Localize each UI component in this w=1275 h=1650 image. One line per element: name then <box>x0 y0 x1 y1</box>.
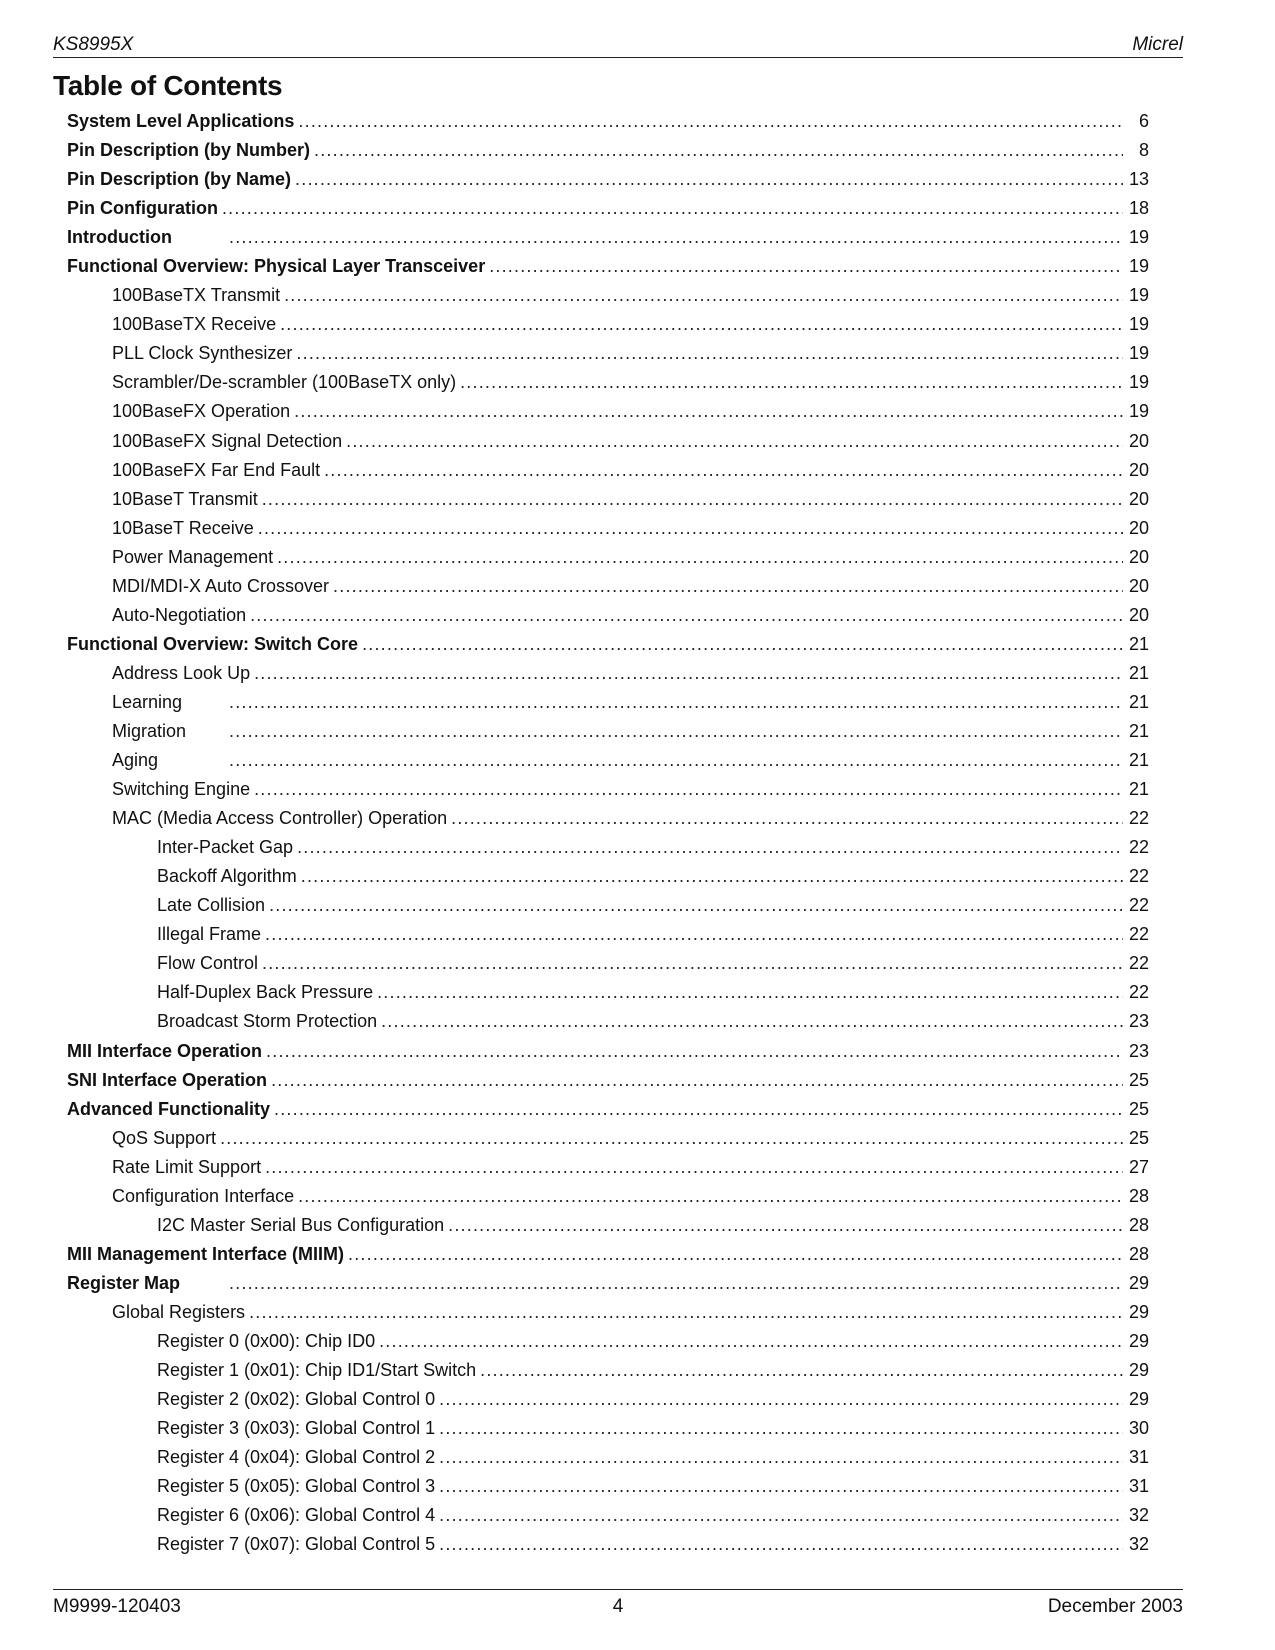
toc-entry-page: 29 <box>1128 1360 1149 1381</box>
toc-entry-page: 22 <box>1128 982 1149 1003</box>
toc-entry-page: 21 <box>1128 721 1149 741</box>
dot-leader <box>262 953 1123 974</box>
dot-leader <box>298 111 1123 132</box>
toc-entry-title: Register 6 (0x06): Global Control 4 <box>157 1505 436 1526</box>
toc-entry-title: Rate Limit Support <box>112 1156 262 1177</box>
toc-entry-title: Register 2 (0x02): Global Control 0 <box>157 1389 436 1410</box>
toc-entry-title: MII Management Interface (MIIM) <box>67 1243 345 1264</box>
toc-entry-page: 22 <box>1128 924 1149 945</box>
page-header <box>53 34 1183 58</box>
toc-entry-page: 25 <box>1128 1127 1149 1148</box>
toc-entry[interactable] <box>67 1501 1149 1530</box>
toc-entry-title: 100BaseFX Far End Fault <box>112 459 321 480</box>
toc-entry-page: 30 <box>1128 1418 1149 1439</box>
toc-entry-page: 21 <box>1128 750 1149 771</box>
toc-entry[interactable] <box>67 165 1149 194</box>
toc-entry-title: Functional Overview: Switch Core <box>67 633 359 654</box>
toc-entry-page: 23 <box>1128 1040 1149 1061</box>
table-of-contents <box>67 107 1149 1559</box>
toc-entry-title: Introduction <box>67 227 172 248</box>
toc-entry-page: 19 <box>1128 372 1149 393</box>
toc-entry-page: 20 <box>1128 546 1149 567</box>
toc-entry[interactable] <box>67 1182 1149 1211</box>
dot-leader <box>439 1418 1123 1439</box>
toc-entry-title: Register 7 (0x07): Global Control 5 <box>157 1534 436 1555</box>
toc-entry[interactable] <box>67 833 1149 862</box>
toc-entry-title: Inter-Packet Gap <box>157 837 294 858</box>
dot-leader <box>314 140 1123 161</box>
toc-entry[interactable] <box>67 862 1149 891</box>
toc-entry-title: Aging <box>112 750 159 771</box>
toc-entry[interactable] <box>67 1066 1149 1095</box>
toc-entry-title: 10BaseT Transmit <box>112 488 258 509</box>
dot-leader <box>324 460 1123 481</box>
dot-leader <box>271 1070 1123 1091</box>
toc-entry-page: 20 <box>1128 517 1149 538</box>
toc-entry-title: Switching Engine <box>112 779 251 800</box>
toc-entry[interactable] <box>67 310 1149 339</box>
toc-entry-page: 19 <box>1128 401 1149 422</box>
toc-entry-title: Configuration Interface <box>112 1185 295 1206</box>
toc-entry-page: 20 <box>1128 604 1149 625</box>
toc-entry[interactable] <box>67 717 1149 746</box>
toc-entry[interactable] <box>67 543 1149 572</box>
toc-entry-page: 29 <box>1128 1301 1149 1322</box>
toc-entry-page: 20 <box>1128 575 1149 596</box>
toc-entry[interactable] <box>67 572 1149 601</box>
toc-entry[interactable] <box>67 368 1149 397</box>
toc-entry[interactable] <box>67 659 1149 688</box>
toc-entry[interactable] <box>67 136 1149 165</box>
toc-entry-title: Backoff Algorithm <box>157 866 297 887</box>
toc-entry-page: 25 <box>1128 1069 1149 1090</box>
toc-entry-title: 100BaseFX Operation <box>112 401 291 422</box>
dot-leader <box>254 779 1123 800</box>
toc-entry-page: 20 <box>1128 459 1149 480</box>
toc-entry-page: 22 <box>1128 866 1149 887</box>
toc-entry-page: 19 <box>1128 285 1149 306</box>
toc-entry[interactable] <box>67 630 1149 659</box>
dot-leader <box>381 1011 1123 1032</box>
toc-entry-page: 25 <box>1128 1098 1149 1119</box>
dot-leader <box>280 314 1123 335</box>
toc-entry-page: 22 <box>1128 953 1149 974</box>
toc-entry-title: Register 5 (0x05): Global Control 3 <box>157 1476 436 1497</box>
toc-entry-title: Register 3 (0x03): Global Control 1 <box>157 1418 436 1439</box>
toc-entry-title: Global Registers <box>112 1301 246 1322</box>
toc-entry-title: Pin Description (by Name) <box>67 169 292 190</box>
toc-entry-page: 23 <box>1128 1011 1149 1032</box>
dot-leader <box>460 372 1123 393</box>
toc-entry[interactable] <box>67 1327 1149 1356</box>
toc-entry[interactable] <box>67 1443 1149 1472</box>
toc-entry-page: 22 <box>1128 895 1149 916</box>
toc-entry[interactable] <box>67 1211 1149 1240</box>
toc-entry-page: 32 <box>1128 1534 1149 1555</box>
dot-leader <box>254 663 1123 684</box>
dot-leader <box>250 605 1123 626</box>
toc-entry[interactable] <box>67 1124 1149 1153</box>
dot-leader <box>265 924 1123 945</box>
toc-entry-page: 20 <box>1128 430 1149 451</box>
toc-entry-page: 18 <box>1128 198 1149 219</box>
toc-entry[interactable] <box>67 746 1149 775</box>
toc-entry-page: 28 <box>1128 1214 1149 1235</box>
dot-leader <box>262 489 1123 510</box>
dot-leader <box>362 634 1123 655</box>
toc-entry-page: 22 <box>1128 808 1149 829</box>
toc-entry-page: 21 <box>1128 691 1149 712</box>
toc-entry-page: 29 <box>1128 1330 1149 1351</box>
toc-entry-title: Flow Control <box>157 953 259 974</box>
dot-leader <box>439 1534 1123 1555</box>
toc-entry[interactable] <box>67 1269 1149 1298</box>
dot-leader <box>229 721 1123 742</box>
toc-entry-title: Late Collision <box>157 895 266 916</box>
toc-entry-title: Broadcast Storm Protection <box>157 1011 378 1032</box>
toc-entry-page: 28 <box>1128 1243 1149 1264</box>
toc-entry-title: Auto-Negotiation <box>112 604 247 625</box>
dot-leader <box>451 808 1123 829</box>
toc-entry[interactable] <box>67 485 1149 514</box>
dot-leader <box>265 1157 1123 1178</box>
toc-entry-title: Register Map <box>67 1272 181 1293</box>
toc-entry[interactable] <box>67 1356 1149 1385</box>
toc-entry[interactable] <box>67 339 1149 368</box>
dot-leader <box>301 866 1123 887</box>
toc-entry-title: Migration <box>112 721 187 741</box>
toc-entry-page: 6 <box>1138 111 1149 132</box>
dot-leader <box>229 750 1123 771</box>
toc-entry[interactable] <box>67 456 1149 485</box>
toc-entry[interactable] <box>67 223 1149 252</box>
toc-entry[interactable] <box>67 1007 1149 1036</box>
dot-leader <box>298 1186 1123 1207</box>
toc-entry-page: 22 <box>1128 837 1149 858</box>
dot-leader <box>294 401 1123 422</box>
toc-entry-page: 21 <box>1128 633 1149 654</box>
toc-entry-page: 19 <box>1128 227 1149 248</box>
page-footer <box>53 1589 1183 1618</box>
toc-entry[interactable] <box>67 920 1149 949</box>
toc-entry-title: 100BaseFX Signal Detection <box>112 430 343 451</box>
dot-leader <box>379 1331 1123 1352</box>
dot-leader <box>296 343 1123 364</box>
toc-entry[interactable] <box>67 688 1149 717</box>
toc-entry-title: Illegal Frame <box>157 924 262 945</box>
dot-leader <box>480 1360 1123 1381</box>
toc-entry[interactable] <box>67 978 1149 1007</box>
toc-entry[interactable] <box>67 281 1149 310</box>
dot-leader <box>222 198 1123 219</box>
dot-leader <box>439 1476 1123 1497</box>
toc-entry[interactable] <box>67 775 1149 804</box>
toc-entry-page: 19 <box>1128 314 1149 335</box>
dot-leader <box>448 1215 1123 1236</box>
dot-leader <box>258 518 1123 539</box>
dot-leader <box>333 576 1123 597</box>
dot-leader <box>439 1389 1123 1410</box>
toc-entry-page: 8 <box>1138 140 1149 161</box>
toc-entry[interactable] <box>67 107 1149 136</box>
toc-entry-title: Register 4 (0x04): Global Control 2 <box>157 1447 436 1468</box>
toc-entry[interactable] <box>67 427 1149 456</box>
toc-entry[interactable] <box>67 1298 1149 1327</box>
toc-entry[interactable] <box>67 397 1149 426</box>
dot-leader <box>277 547 1123 568</box>
dot-leader <box>295 169 1123 190</box>
dot-leader <box>348 1244 1123 1265</box>
toc-entry-title: PLL Clock Synthesizer <box>112 343 293 364</box>
dot-leader <box>377 982 1123 1003</box>
toc-entry[interactable] <box>67 1153 1149 1182</box>
toc-entry-title: Learning <box>112 691 183 712</box>
toc-entry[interactable] <box>67 1240 1149 1269</box>
toc-entry-title: Advanced Functionality <box>67 1098 271 1119</box>
dot-leader <box>489 256 1123 277</box>
toc-entry[interactable] <box>67 252 1149 281</box>
toc-entry-title: Half-Duplex Back Pressure <box>157 982 374 1003</box>
toc-entry-title: I2C Master Serial Bus Configuration <box>157 1214 445 1235</box>
toc-entry-page: 32 <box>1128 1505 1149 1526</box>
dot-leader <box>249 1302 1123 1323</box>
dot-leader <box>297 837 1123 858</box>
dot-leader <box>439 1505 1123 1526</box>
toc-entry-page: 27 <box>1128 1156 1149 1177</box>
toc-entry-title: SNI Interface Operation <box>67 1069 268 1090</box>
toc-entry[interactable] <box>67 194 1149 223</box>
dot-leader <box>269 895 1123 916</box>
toc-entry-title: Pin Description (by Number) <box>67 140 311 161</box>
toc-entry-title: Functional Overview: Physical Layer Transceiver <box>67 256 486 277</box>
toc-entry-page: 20 <box>1128 488 1149 509</box>
page-title: Table of Contents <box>53 70 283 101</box>
dot-leader <box>346 431 1123 452</box>
toc-entry[interactable] <box>67 514 1149 543</box>
toc-entry-title: MII Interface Operation <box>67 1040 263 1061</box>
toc-entry-title: Address Look Up <box>112 662 251 683</box>
dot-leader <box>229 227 1123 248</box>
footer-page-number: 4 <box>612 1596 624 1617</box>
toc-entry-title: 100BaseTX Receive <box>112 314 277 335</box>
toc-entry-page: 29 <box>1128 1389 1149 1410</box>
dot-leader <box>229 692 1123 713</box>
dot-leader <box>229 1273 1123 1294</box>
toc-entry-title: MAC (Media Access Controller) Operation <box>112 808 448 829</box>
footer-date: December 2003 <box>1047 1596 1184 1617</box>
toc-entry-page: 31 <box>1128 1476 1149 1497</box>
toc-entry[interactable] <box>67 1530 1149 1559</box>
toc-entry-title: 100BaseTX Transmit <box>112 285 281 306</box>
header-company: Micrel <box>1132 34 1183 55</box>
toc-entry-page: 29 <box>1128 1272 1149 1293</box>
toc-entry-title: Register 0 (0x00): Chip ID0 <box>157 1330 376 1351</box>
toc-entry[interactable] <box>67 804 1149 833</box>
toc-entry-title: Scrambler/De-scrambler (100BaseTX only) <box>112 372 457 393</box>
toc-entry-page: 28 <box>1128 1185 1149 1206</box>
toc-entry[interactable] <box>67 601 1149 630</box>
toc-entry[interactable] <box>67 949 1149 978</box>
toc-entry-page: 21 <box>1128 779 1149 800</box>
toc-entry-title: Power Management <box>112 546 274 567</box>
toc-entry-page: 19 <box>1128 256 1149 277</box>
toc-entry-title: System Level Applications <box>67 111 295 132</box>
toc-entry-title: Pin Configuration <box>67 198 218 219</box>
toc-entry[interactable] <box>67 1414 1149 1443</box>
toc-entry[interactable] <box>67 1095 1149 1124</box>
dot-leader <box>284 285 1123 306</box>
toc-entry[interactable] <box>67 891 1149 920</box>
toc-entry-title: 10BaseT Receive <box>112 517 254 538</box>
toc-entry-page: 21 <box>1128 662 1149 683</box>
toc-entry-title: MDI/MDI-X Auto Crossover <box>112 575 330 596</box>
toc-entry-page: 19 <box>1128 343 1149 364</box>
toc-entry-title: Register 1 (0x01): Chip ID1/Start Switch <box>157 1360 477 1381</box>
toc-entry[interactable] <box>67 1385 1149 1414</box>
dot-leader <box>274 1099 1123 1120</box>
toc-entry[interactable] <box>67 1472 1149 1501</box>
toc-entry-page: 31 <box>1128 1447 1149 1468</box>
toc-entry-title: QoS Support <box>112 1127 217 1148</box>
dot-leader <box>439 1447 1123 1468</box>
header-part-number: KS8995X <box>53 34 134 55</box>
toc-entry[interactable] <box>67 1037 1149 1066</box>
toc-entry-page: 13 <box>1128 169 1149 190</box>
dot-leader <box>266 1041 1123 1062</box>
footer-doc-number: M9999-120403 <box>53 1596 181 1617</box>
dot-leader <box>220 1128 1123 1149</box>
